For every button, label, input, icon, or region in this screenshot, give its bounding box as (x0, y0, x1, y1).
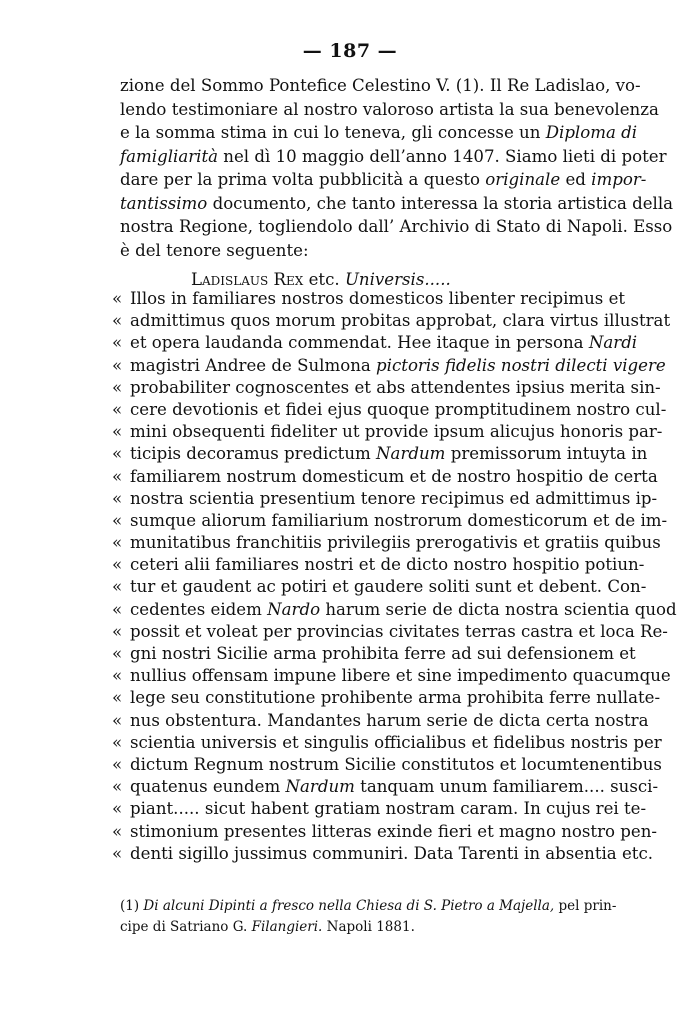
quote-line: « admittimus quos morum probitas approbat, clara virtus illustrat (112, 310, 610, 332)
footnote-line: (1) Di alcuni Dipinti a fresco nella Chiesa di S. Pietro a Majella, pel prin- (120, 898, 617, 914)
quote-line: « possit et voleat per provincias civitates terras castra et loca Re- (112, 621, 610, 643)
quote-mark: « (112, 466, 123, 486)
quote-mark: « (112, 599, 123, 619)
quote-line: « dictum Regnum nostrum Sicilie constitutos et locumtenentibus (112, 754, 610, 776)
quote-mark: « (112, 732, 123, 752)
quote-line: « stimonium presentes litteras exinde fieri et magno nostro pen- (112, 821, 610, 843)
quote-line: « cedentes eidem Nardo harum serie de dicta nostra scientia quod (112, 599, 610, 621)
intro-line: e la somma stima in cui lo teneva, gli concesse un Diploma di (120, 123, 638, 142)
document-heading: Ladislaus Rex etc. Universis..... (191, 270, 451, 289)
quote-mark: « (112, 777, 123, 797)
quote-mark: « (112, 799, 123, 819)
intro-line: famigliarità nel dì 10 maggio dell’anno 1407. Siamo lieti di poter (120, 146, 667, 166)
page-number: — 187 — (302, 40, 398, 62)
quote-mark: « (112, 377, 123, 397)
diploma-quotation (112, 288, 677, 865)
quote-line: « Illos in familiares nostros domesticos libenter recipimus et (112, 288, 610, 310)
quote-line: « quatenus eundem Nardum tanquam unum familiarem.... susci- (112, 776, 610, 798)
quote-line: « lege seu constitutione prohibente arma prohibita ferre nullate- (112, 687, 610, 709)
quote-line: « piant..... sicut habent gratiam nostram caram. In cujus rei te- (112, 798, 610, 820)
quote-line: « probabiliter cognoscentes et abs attendentes ipsius merita sin- (112, 377, 610, 399)
quote-line: « sumque aliorum familiarium nostrorum domesticorum et de im- (112, 510, 610, 532)
quote-mark: « (112, 666, 123, 686)
intro-line: lendo testimoniare al nostro valoroso artista la sua benevolenza (120, 99, 659, 119)
quote-mark: « (112, 355, 123, 375)
quote-line: « cere devotionis et fidei ejus quoque promptitudinem nostro cul- (112, 399, 610, 421)
quote-mark: « (112, 843, 123, 863)
quote-mark: « (112, 311, 123, 331)
quote-line: « denti sigillo jussimus communiri. Data Tarenti in absentia etc. (112, 843, 610, 865)
quote-line: « nus obstentura. Mandantes harum serie de dicta certa nostra (112, 710, 610, 732)
quote-line: « tur et gaudent ac potiri et gaudere soliti sunt et debent. Con- (112, 576, 610, 598)
quote-mark: « (112, 399, 123, 419)
quote-mark: « (112, 488, 123, 508)
intro-line: nostra Regione, togliendolo dall’ Archivio di Stato di Napoli. Esso (120, 217, 673, 236)
quote-line: « nostra scientia presentium tenore recipimus ed admittimus ip- (112, 488, 610, 510)
quote-mark: « (112, 510, 123, 530)
quote-line: « gni nostri Sicilie arma prohibita ferre ad sui defensionem et (112, 643, 610, 665)
quote-mark: « (112, 710, 123, 730)
quote-mark: « (112, 577, 123, 597)
quote-line: « ticipis decoramus predictum Nardum premissorum intuyta in (112, 443, 610, 465)
quote-mark: « (112, 289, 123, 308)
quote-line: « scientia universis et singulis officialibus et fidelibus nostris per (112, 732, 610, 754)
intro-line: dare per la prima volta pubblicità a questo originale ed impor- (120, 170, 647, 189)
quote-mark: « (112, 754, 123, 774)
quote-line: « et opera laudanda commendat. Hee itaque in persona Nardi (112, 332, 610, 354)
quote-mark: « (112, 333, 123, 353)
intro-line: zione del Sommo Pontefice Celestino V. (1). Il Re Ladislao, vo- (120, 76, 641, 95)
quote-line: « magistri Andree de Sulmona pictoris fidelis nostri dilecti vigere (112, 355, 610, 377)
intro-line: tantissimo documento, che tanto interessa la storia artistica della (120, 193, 674, 213)
quote-line: « familiarem nostrum domesticum et de nostro hospitio de certa (112, 466, 610, 488)
intro-paragraph (120, 74, 674, 296)
quote-line: « nullius offensam impune libere et sine impedimento quacumque (112, 665, 610, 687)
footnote-line: cipe di Satriano G. Filangieri. Napoli 1881. (120, 919, 415, 935)
quote-line: « ceteri alii familiares nostri et de dicto nostro hospitio potiun- (112, 554, 610, 576)
quote-mark: « (112, 555, 123, 575)
footnote (120, 896, 617, 938)
quote-line: « munitatibus franchitiis privilegiis prerogativis et gratiis quibus (112, 532, 610, 554)
quote-line: « mini obsequenti fideliter ut provide ipsum alicujus honoris par- (112, 421, 610, 443)
quote-mark: « (112, 688, 123, 708)
quote-mark: « (112, 821, 123, 841)
quote-mark: « (112, 644, 123, 663)
quote-mark: « (112, 444, 123, 464)
quote-mark: « (112, 533, 123, 553)
intro-line: è del tenore seguente: (120, 240, 309, 260)
quote-mark: « (112, 422, 123, 442)
quote-mark: « (112, 621, 123, 641)
